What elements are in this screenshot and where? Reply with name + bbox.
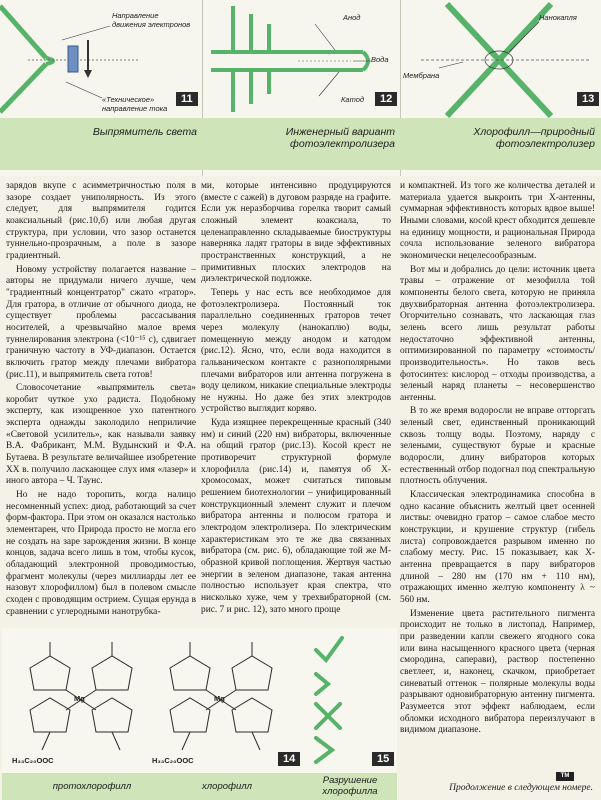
tm-badge: ТМ bbox=[556, 772, 574, 781]
paragraph: Куда изящнее перекрещенные красный (340 нм) и синий (220 нм) вибраторы, включенные на общий гратор (рис.13). Косой крест не противоречит структурной формуле хлорофилла (рис.14) и, памятуя об Х-хромосомах, может считаться типовым решением биотехнологии – унифицированный конструкционный элемент служит и плечом вибратора антенны и полюсом гратора и электродом электролизера. По электрическим характеристикам это те же два связанных вибратора (см. рис. 6), обладающие той же М-образной кривой поглощения. Жертвуя частью энергии в зеленом диапазоне, такая антенна полностью использует края спектра, что нисколько хуже, чем у трехвибраторной (см. рис. 7 и рис. 12), зато много проще bbox=[201, 418, 391, 615]
leader-current bbox=[66, 82, 102, 98]
label-nanodrop: Нанокапля bbox=[539, 13, 577, 22]
figure-14-caption-row bbox=[2, 773, 302, 800]
paragraph: В то же время водоросли не вправе отторгать зеленый свет, единственный проникающий сквозь толщу воды. Поэтому, наряду с зелеными, существуют бурые и красные водоросли, длину вибраторов которых естественный отбор подогнал под спектральную плотность облучения. bbox=[400, 406, 595, 487]
mg-atom-label: Mg bbox=[74, 694, 85, 703]
gap-element bbox=[68, 46, 78, 72]
pyrrole-ring-c bbox=[30, 698, 70, 732]
figure-12 bbox=[203, 0, 401, 176]
figure-number: 11 bbox=[176, 92, 198, 106]
paragraph: Теперь у нас есть все необходимое для фотоэлектролизера. Постоянный ток параллельно соединенных граторов течет через молекулу (нанокаплю) воды, помещенную между анодом и катодом (рис.12). Ясно, что, если вода находится в гальваническом контакте с разнополярными плечами вибраторов или антенна погружена в воду целиком, никакие специальные электроды не нужны. Но даже без этих электродов устройство выглядит коряво. bbox=[201, 287, 391, 415]
label-cathode: Катод bbox=[341, 95, 365, 104]
phytol-tail-label: H₃₃C₂₀OOC bbox=[152, 756, 194, 765]
article-column-3 bbox=[400, 181, 595, 761]
figure-number: 12 bbox=[375, 92, 397, 106]
bond bbox=[182, 732, 190, 750]
paragraph: Новому устройству полагается название – авторы не придумали ничего лучше, чем "градиентный концентратор" сжато «гратор». Для гратора, в отличие от обычного диода, не существует проблемы рассасывания носителей, а чрезвычайно малое время туннелирования электрона (<10⁻¹⁵ с), сдвигает граничную частоту в УФ-диапазон. Остается включить гратор между плечами вибратора (рис.11), и выпрямитель света готов! bbox=[6, 264, 196, 380]
paragraph: и компактней. Из того же количества деталей и материала удается выкроить три Х-антенны, суммарная эффективность которых вдвое выше! Иными словами, косой крест обходится дешевле на единицу мощности, и рациональная Природа сочла использование зеленого вибратора экономически нецелесообразным. bbox=[400, 181, 595, 261]
pyrrole-ring-d bbox=[232, 698, 272, 732]
figure-14 bbox=[2, 628, 302, 773]
label-current-direction: «Техническое» направление тока bbox=[102, 95, 168, 113]
leader-anode bbox=[315, 24, 335, 50]
figure-caption: Хлорофилл—природный фотоэлектролизер bbox=[401, 118, 601, 170]
pyrrole-ring-a bbox=[30, 656, 70, 690]
paragraph: Вот мы и добрались до цели: источник цвета травы – отражение от мезофилла той компоненты белого света, которую не приняла двухвибраторная антенна фотоэлектролизера. Огорчительно сознавать, что ласкающая глаз зелень всего лишь результат работы недостаточно эффективной антенны, оптимизированной по параметру «стоимость/ производительность». Но таков весь фотосинтез: кислород – отходы производства, а зеленый наряд планеты – несовершенство антенны. bbox=[400, 264, 595, 403]
current-arrowhead bbox=[84, 70, 92, 78]
stage-2 bbox=[316, 674, 328, 694]
figure-caption: Выпрямитель света bbox=[0, 118, 203, 170]
mg-atom-label: Mg bbox=[214, 694, 225, 703]
leader-nanodrop bbox=[509, 22, 539, 52]
pyrrole-ring-d bbox=[92, 698, 132, 732]
leader-membrane bbox=[439, 62, 463, 68]
pyrrole-ring-c bbox=[170, 698, 210, 732]
dipole-arm-lower bbox=[0, 64, 46, 112]
leader-electrons bbox=[62, 26, 110, 40]
figure-13 bbox=[401, 0, 601, 176]
article-column-1 bbox=[6, 181, 196, 621]
figure-15-caption-row bbox=[302, 773, 397, 800]
paragraph: ми, которые интенсивно продуцируются (вместе с сажей) в дуговом разряде на графите. Если уж неразборчива горелка творит самый сложный элемент коаксиала, то целенаправленно складываемые биоструктуры наверняка ладят граторы в виде эффективных пространственных конструкций, а не примитивных плоских электродов на диэлектрической подложке. bbox=[201, 181, 391, 285]
stage-4 bbox=[316, 738, 332, 762]
stage-1 bbox=[316, 638, 342, 660]
figure-number: 15 bbox=[372, 752, 394, 766]
label-anode: Анод bbox=[343, 13, 361, 22]
pyrrole-ring-a bbox=[170, 656, 210, 690]
figure-number: 14 bbox=[278, 752, 300, 766]
paragraph: Но не надо торопить, когда налицо несомненный успех: диод, работающий за счет форм-фактора. При этом он оказался настолько элементарен, что Природа просто не могла его не создать на заре зарождения жизни. В конце концов, задача всего лишь в том, чтобы кусок, обладающий электронной проводимостью, фрагмент молекулы (через миллиарды лет ее назовут хлорофиллом) был в полевом смысле сходен с проводящим острием. Сущая ерунда в сравнении с углеродными нанотрубка- bbox=[6, 490, 196, 617]
caption-chlorophyll: хлорофилл bbox=[202, 781, 252, 792]
phytol-tail-label: H₃₃C₂₀OOC bbox=[12, 756, 54, 765]
label-water: Вода bbox=[371, 55, 389, 64]
pyrrole-ring-b bbox=[232, 656, 272, 690]
pyrrole-ring-b bbox=[92, 656, 132, 690]
figure-caption: Инженерный вариант фотоэлектролизера bbox=[203, 118, 401, 170]
bond bbox=[252, 732, 260, 750]
continued-note: Продолжение в следующем номере. bbox=[449, 783, 593, 793]
bond bbox=[42, 732, 50, 750]
figure-number: 13 bbox=[577, 92, 599, 106]
dipole-tip bbox=[46, 58, 53, 64]
bond bbox=[112, 732, 120, 750]
caption-chlorophyll-breakdown: Разрушение хлорофилла bbox=[322, 775, 378, 797]
paragraph: зарядов вкупе с асимметричностью поля в зазоре создает униполярность. Из этого следует, для выпрямителя годится коаксиальный (рис.10,б) или любая другая структура, при условии, что зазор останется туннельно-прозрачным, а поле в зазоре градиентный. bbox=[6, 181, 196, 261]
figure-15 bbox=[302, 628, 397, 773]
figure-band-top bbox=[0, 0, 601, 176]
paragraph: Изменение цвета растительного пигмента происходит не только в листопад. Например, при разведении капли свежего ягодного сока или вина насыщенного красного цвета (черная смородина, саперави), раствор постепенно светлеет, и, наконец, скачком, приобретает синеватый оттенок – полярные молекулы воды разрывают одновибраторную антенну пигмента. Разумеется этот эффект наблюдаем, если обломки исходного вибратора переизлучают в видимом диапазоне. bbox=[400, 608, 595, 736]
label-membrane: Мембрана bbox=[403, 71, 440, 80]
leader-cathode bbox=[319, 72, 339, 96]
paragraph: Классическая электродинамика способна в одно касание объяснить желтый цвет осенней листвы: очевидно гратор – самое слабое место конструкции, и крушение структур (гибель листа) сопровождается разрывом именно по слабому месту. Рис. 15 показывает, как Х-антенна превращается в пару вибраторов длиной – 280 нм (170 нм + 110 нм), отражающих именно желтую компоненту λ ~ 560 нм. bbox=[400, 490, 595, 605]
dipole-arm-upper bbox=[0, 6, 46, 58]
caption-protochlorophyll: протохлорофилл bbox=[52, 781, 132, 792]
chlorophyll-structures bbox=[2, 628, 302, 773]
label-electron-direction: Направление движения электронов bbox=[112, 11, 191, 29]
paragraph: Словосочетание «выпрямитель света» коробит чуткое ухо радиста. Подобному эксперту, как изощренное ухо патентного эксперта однажды заколодило неприличие «Световой усилитель», как называли заявку В.А. Фабрикант, М.М. Вудынский и Ф.А. Бутаева. В результате величайшее изобретение XX в. получило ласкающее слух имя «лазер» и иного автора – Ч. Таунс. bbox=[6, 383, 196, 487]
figure-11 bbox=[0, 0, 203, 176]
